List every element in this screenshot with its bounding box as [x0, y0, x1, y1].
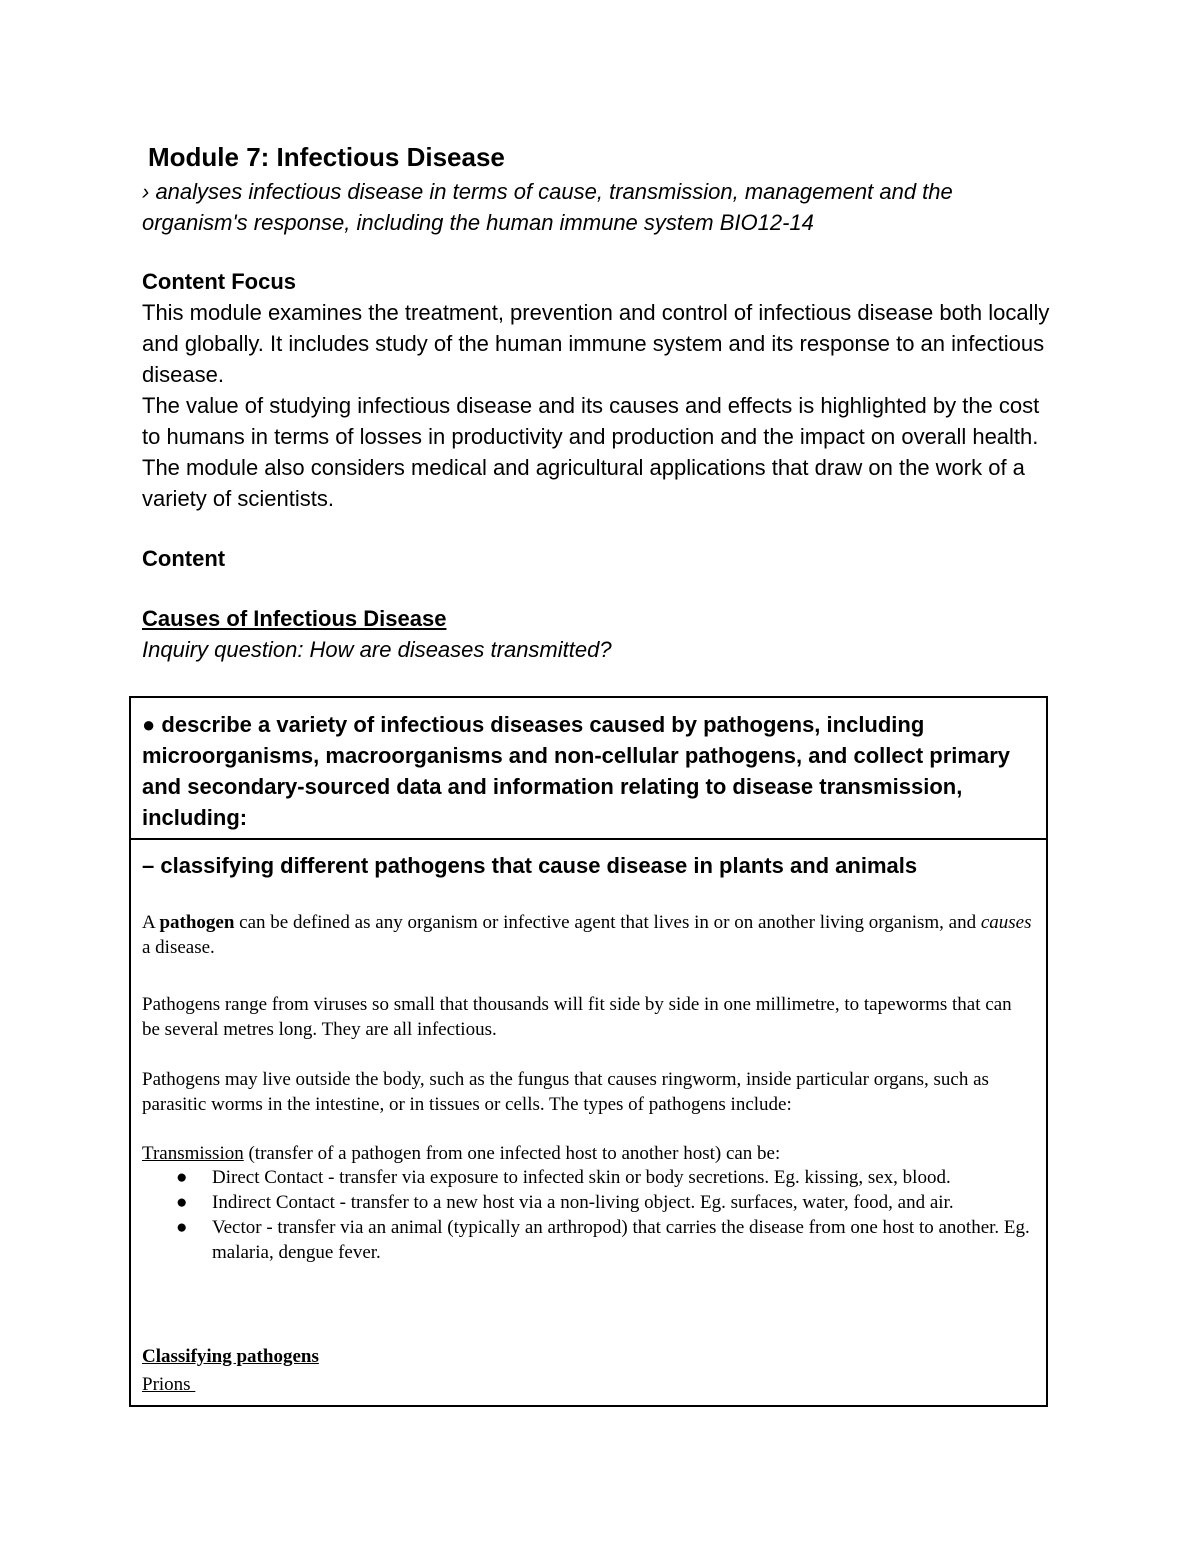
list-item — [142, 1165, 1032, 1190]
transmission-rest: (transfer of a pathogen from one infected host to another host) can be: — [243, 1143, 781, 1164]
content-focus-paragraph-2: The value of studying infectious disease and its causes and effects is highlighted by the cost to humans in terms of losses in productivity and production and the impact on overall health. The module also considers medical and agricultural applications that draw on the work of a variety of scientists. — [142, 393, 1040, 511]
transmission-list — [142, 1165, 1032, 1265]
causes-heading: Causes of Infectious Disease — [142, 606, 447, 631]
definition-middle: can be defined as any organism or infective agent that lives in or on another living organism, and — [234, 912, 981, 933]
transmission-intro — [142, 1141, 1032, 1166]
definition-term: pathogen — [159, 912, 235, 933]
definition-causes: causes — [980, 912, 1032, 933]
content-focus-section — [142, 266, 1062, 514]
content-focus-paragraph-1: This module examines the treatment, prevention and control of infectious disease both locally and globally. It includes study of the human immune system and its response to an infectious disease. — [142, 300, 1050, 387]
list-item-text: Vector - transfer via an animal (typically an arthropod) that carries the disease from one host to another. Eg. malaria, dengue fever. — [212, 1217, 1030, 1263]
classifying-dotpoint-heading: – classifying different pathogens that cause disease in plants and animals — [142, 853, 918, 878]
pathogen-range-paragraph: Pathogens range from viruses so small that thousands will fit side by side in one millimetre, to tapeworms that can be several metres long. They are all infectious. — [142, 994, 1012, 1040]
list-item-text: Direct Contact - transfer via exposure to infected skin or body secretions. Eg. kissing, sex, blood. — [212, 1167, 951, 1188]
classifying-pathogens-heading: Classifying pathogens — [142, 1346, 319, 1367]
pathogen-definition — [142, 910, 1032, 960]
list-item — [142, 1215, 1032, 1265]
prions-label: Prions — [142, 1374, 196, 1395]
list-item-text: Indirect Contact - transfer to a new host via a non-living object. Eg. surfaces, water, food, and air. — [212, 1192, 954, 1213]
bullet-icon: ● — [176, 1192, 188, 1213]
outcome-description: ● describe a variety of infectious diseases caused by pathogens, including microorganisms, macroorganisms and non-cellular pathogens, and collect primary and secondary-sourced data and information relating to disease transmission, including: — [142, 712, 1011, 830]
prions-heading — [142, 1372, 1032, 1397]
content-heading: Content — [142, 546, 226, 571]
table-row-outcome — [131, 698, 1046, 840]
inquiry-question: Inquiry question: How are diseases transmitted? — [142, 637, 612, 662]
module-outcome: › analyses infectious disease in terms of cause, transmission, management and the organism's response, including the human immune system BIO12-14 — [142, 179, 953, 235]
pathogen-location-paragraph: Pathogens may live outside the body, such as the fungus that causes ringworm, inside particular organs, such as parasitic worms in the intestine, or in tissues or cells. The types of pathogens include: — [142, 1069, 989, 1115]
bullet-icon: ● — [176, 1217, 188, 1238]
outcome-table — [129, 696, 1048, 1407]
transmission-term: Transmission — [142, 1143, 244, 1164]
causes-section — [142, 603, 1062, 665]
content-focus-heading: Content Focus — [142, 269, 296, 294]
module-title: Module 7: Infectious Disease — [148, 142, 505, 172]
definition-prefix: A — [142, 912, 160, 933]
definition-suffix: a disease. — [142, 937, 215, 958]
bullet-icon: ● — [176, 1167, 188, 1188]
list-item — [142, 1190, 1032, 1215]
